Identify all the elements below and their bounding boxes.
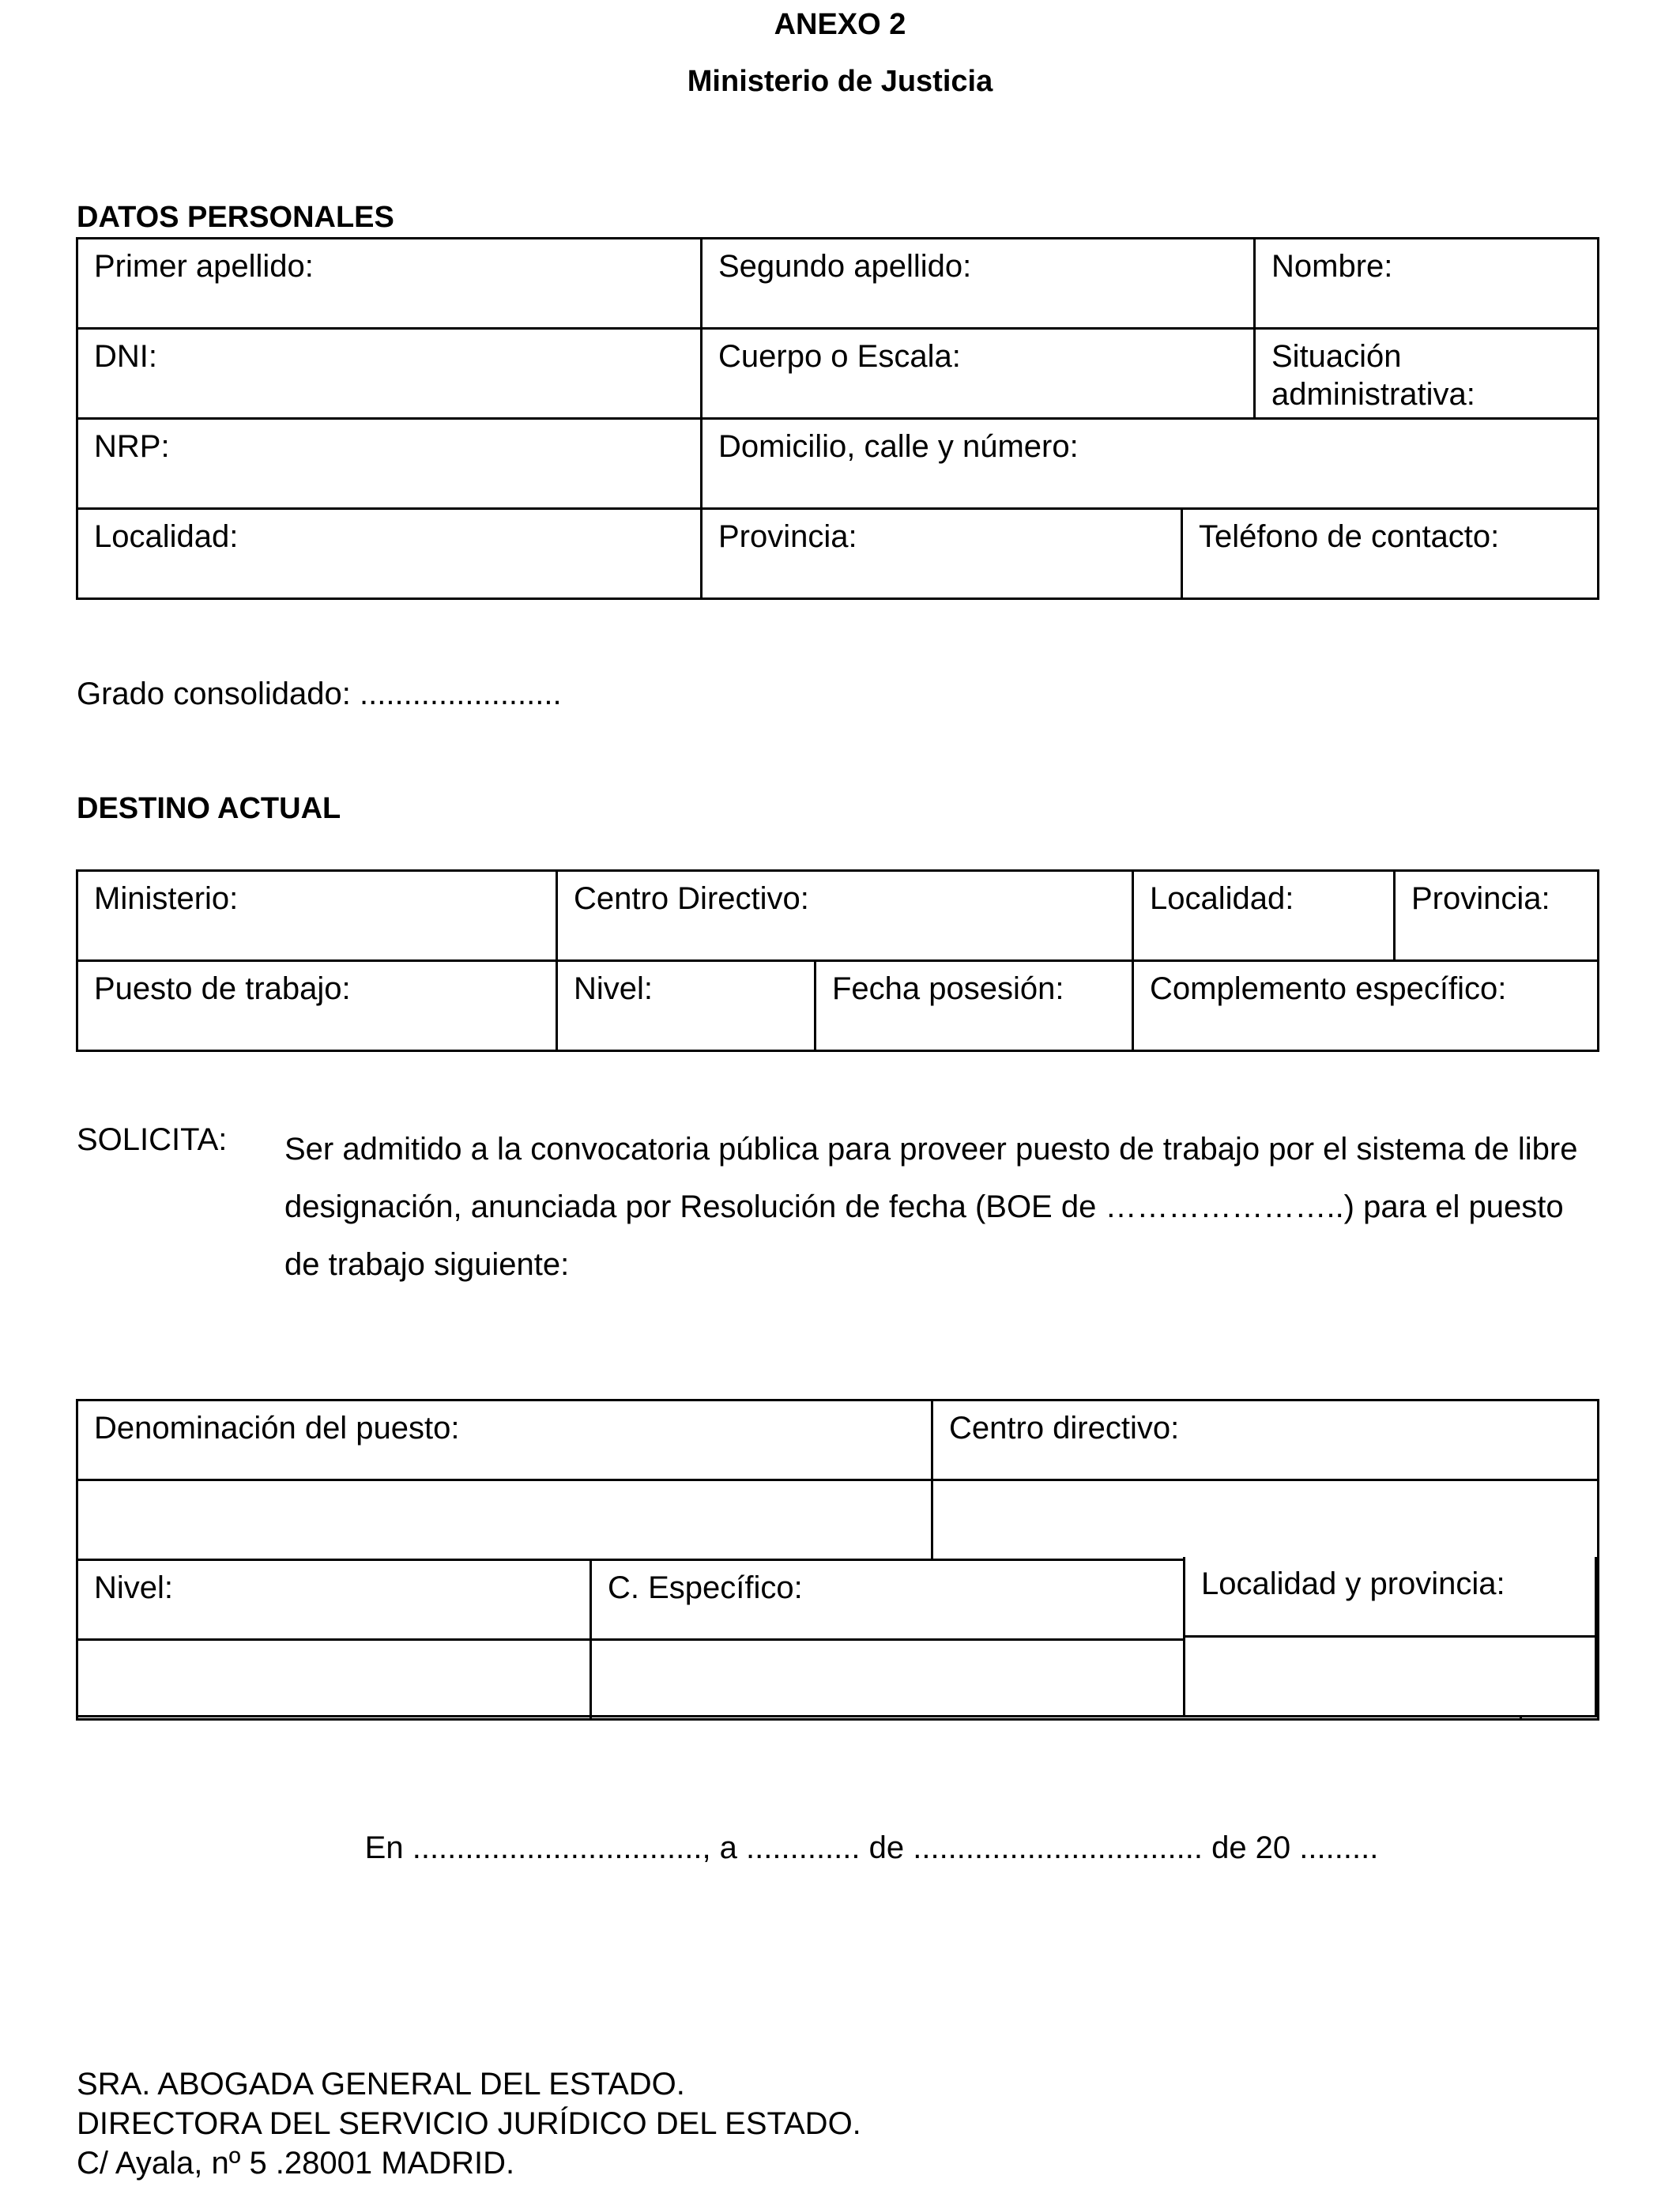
nombre-field[interactable] (1255, 239, 1599, 329)
destino-complemento-field[interactable] (1133, 961, 1599, 1051)
destinatario-line-2: DIRECTORA DEL SERVICIO JURÍDICO DEL ESTADO. (77, 2106, 861, 2141)
destino-centro-field[interactable] (557, 871, 1133, 961)
centro-directivo-header (932, 1400, 1599, 1480)
fecha-linea[interactable]: En ................................., a ............. de ................................. de 20 ......... (364, 1830, 1379, 1865)
denominacion-puesto-input[interactable] (77, 1480, 932, 1560)
destino-localidad-label: Localidad: (1150, 881, 1294, 916)
destinatario-line-3: C/ Ayala, nº 5 .28001 MADRID. (77, 2146, 515, 2181)
ministry-title: Ministerio de Justicia (687, 65, 993, 98)
telefono-label: Teléfono de contacto: (1199, 519, 1500, 554)
denominacion-puesto-header (77, 1400, 932, 1480)
nrp-field[interactable] (77, 419, 702, 509)
destino-puesto-field[interactable] (77, 961, 557, 1051)
primer-apellido-field[interactable] (77, 239, 702, 329)
table-bottom-border (76, 1715, 1597, 1717)
destino-ministerio-label: Ministerio: (94, 881, 239, 916)
localidad-provincia-label: Localidad y provincia: (1201, 1566, 1505, 1601)
destino-fecha-posesion-field[interactable] (816, 961, 1133, 1051)
destino-provincia-label: Provincia: (1411, 881, 1550, 916)
localidad-label: Localidad: (94, 519, 239, 554)
cuerpo-escala-label: Cuerpo o Escala: (718, 339, 961, 374)
centro-directivo-label: Centro directivo: (949, 1411, 1180, 1446)
primer-apellido-label: Primer apellido: (94, 249, 314, 284)
localidad-provincia-input-area[interactable] (1183, 1637, 1597, 1717)
destino-localidad-field[interactable] (1133, 871, 1395, 961)
especifico-label: C. Específico: (608, 1570, 803, 1605)
personal-data-table (76, 237, 1599, 600)
destino-fecha-posesion-label: Fecha posesión: (832, 971, 1064, 1006)
cuerpo-escala-field[interactable] (702, 329, 1255, 419)
centro-directivo-input[interactable] (932, 1480, 1599, 1560)
nivel-header (77, 1560, 591, 1640)
denominacion-puesto-label: Denominación del puesto: (94, 1411, 460, 1446)
provincia-label: Provincia: (718, 519, 857, 554)
domicilio-label: Domicilio, calle y número: (718, 429, 1079, 464)
destino-complemento-label: Complemento específico: (1150, 971, 1507, 1006)
dni-field[interactable] (77, 329, 702, 419)
destinatario-line-1: SRA. ABOGADA GENERAL DEL ESTADO. (77, 2067, 685, 2102)
row-divider (1183, 1635, 1597, 1638)
nivel-label: Nivel: (94, 1570, 174, 1605)
domicilio-field[interactable] (702, 419, 1599, 509)
annex-title: ANEXO 2 (774, 8, 906, 41)
segundo-apellido-field[interactable] (702, 239, 1255, 329)
solicita-text: Ser admitido a la convocatoria pública para proveer puesto de trabajo por el sistema de libre designación, anunciada por Resolución de fecha (BOE de …………………..) para el puesto de trabajo siguiente: (284, 1132, 1578, 1282)
provincia-field[interactable] (702, 509, 1182, 599)
localidad-provincia-cell (1183, 1557, 1597, 1637)
destino-actual-heading: DESTINO ACTUAL (77, 792, 341, 825)
situacion-administrativa-label: Situación administrativa: (1271, 339, 1475, 412)
destino-actual-table (76, 869, 1599, 1052)
destino-nivel-label: Nivel: (574, 971, 654, 1006)
nivel-input[interactable] (77, 1640, 591, 1720)
destino-nivel-field[interactable] (557, 961, 816, 1051)
solicita-label: SOLICITA: (77, 1122, 228, 1157)
personal-data-heading: DATOS PERSONALES (77, 201, 394, 234)
situacion-administrativa-field[interactable] (1255, 329, 1599, 419)
destino-provincia-field[interactable] (1395, 871, 1599, 961)
segundo-apellido-label: Segundo apellido: (718, 249, 972, 284)
localidad-field[interactable] (77, 509, 702, 599)
grado-consolidado[interactable]: Grado consolidado: ....................... (77, 677, 562, 711)
telefono-field[interactable] (1182, 509, 1599, 599)
nrp-label: NRP: (94, 429, 170, 464)
destino-centro-label: Centro Directivo: (574, 881, 809, 916)
dni-label: DNI: (94, 339, 157, 374)
destino-puesto-label: Puesto de trabajo: (94, 971, 351, 1006)
nombre-label: Nombre: (1271, 249, 1393, 284)
destino-ministerio-field[interactable] (77, 871, 557, 961)
